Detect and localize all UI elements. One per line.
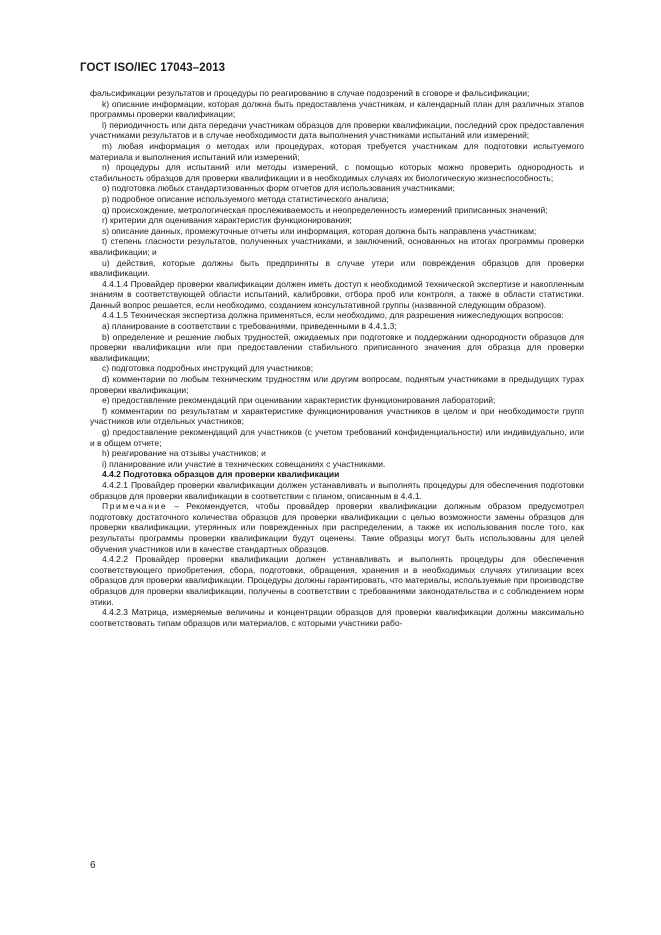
list-item-h: h) реагирование на отзывы участников; и [102,448,266,459]
list-item-i: i) планирование или участие в технических совещаниях с участниками. [102,458,386,469]
clause-4-4-2-3: 4.4.2.3 Матрица, измеряемые величины и концентрации образцов для проверки квалификации должны максимально соответствовать типам образцов или материалов, с которыми участники рабо- [90,607,584,628]
clause-4-4-1-4: 4.4.1.4 Провайдер проверки квалификации должен иметь доступ к необходимой технической экспертизе и накопленным знаниям в соответствующей области испытаний, калибровки, отбора проб или контроля, а также в области статистики. Данный вопрос решается, если необходимо, созданием консультативной группы (названной следующим образом). [90,278,584,310]
note-label: Примечание [102,501,168,512]
clause-4-4-1-5: 4.4.1.5 Техническая экспертиза должна применяться, если необходимо, для разрешения нижеследующих вопросов: [102,310,564,321]
list-item-f: f) комментарии по результатам и характеристике функционирования участников в целом и при необходимости групп участников или отдельных участников; [90,405,584,427]
paragraph: фальсификации результатов и процедуры по реагированию в случае подозрений в сговоре и фальсификации; [90,88,530,98]
list-item-m: m) любая информация о методах или процедурах, которая требуется участникам для подготовки испытуемого материала и выполнения испытаний или измерений; [90,140,584,162]
list-item-g: g) предоставление рекомендаций для участников (с учетом требований конфиденциальности) или индивидуально, или и в общем отчете; [90,427,584,448]
clause-4-4-2-1: 4.4.2.1 Провайдер проверки квалификации должен устанавливать и выполнять процедуры для обеспечения подготовки образцов для проверки квалификации в соответствии с планом, описанным в 4.4.1. [90,479,584,501]
list-item-n: n) процедуры для испытаний или методы измерений, с помощью которых можно проверить однородность и стабильность образцов для проверки квалификации и в необходимых случаях их биологическую жизнеспособность; [90,162,584,183]
list-item-t: t) степень гласности результатов, полученных участниками, и заключений, основанных на итогах программы проверки квалификации; и [90,236,584,257]
list-item-p: p) подробное описание используемого метода статистического анализа; [102,193,389,204]
list-item-k: k) описание информации, которая должна быть предоставлена участникам, и календарный план для различных этапов программы проверки квалификации; [90,98,584,120]
list-item-q: q) происхождение, метрологическая прослеживаемость и неопределенность измерений приписанных значений; [102,204,548,215]
list-item-e: e) предоставление рекомендаций при оценивании характеристик функционирования лабораторий; [102,395,496,406]
list-item-b: b) определение и решение любых трудностей, ожидаемых при подготовке и поддержании однородности образцов для проверки квалификации или при предоставлении стабильного приписанного значения для образца для проверки квалификации; [90,331,584,363]
page-number: 6 [90,860,96,871]
list-item-l: l) периодичность или дата передачи участникам образцов для проверки квалификации, последний срок предоставления участниками результатов и в случае необходимости дата выполнения участниками испытаний или измерений; [90,119,584,141]
document-body [90,88,584,628]
list-item-s: s) описание данных, промежуточные отчеты или информация, которая должна быть направлена участникам; [102,225,537,236]
list-item-d: d) комментарии по любым техническим трудностям или другим вопросам, поднятым участниками в предыдущих турах проверки квалификации; [90,374,584,395]
list-item-o: o) подготовка любых стандартизованных форм отчетов для использования участниками; [102,183,455,194]
list-item-u: u) действия, которые должны быть предприняты в случае утери или повреждения образцов для проверки квалификации. [90,257,584,279]
note-text: – Рекомендуется, чтобы провайдер проверки квалификации должным образом предусмотрел подготовку достаточного количества образцов для проверки квалификации с целью возможности замены образцов для проверки квалификации, утерянных или поврежденных при распределении, а также их использования после того, как результаты программы проверки квалификации будут оценены. Такие образцы могут быть использованы для целей обучения участников или в качестве стандартных образцов. [90,501,584,554]
note [90,501,584,554]
list-item-r: r) критерии для оценивания характеристик функционирования; [102,215,352,226]
clause-4-4-2-2: 4.4.2.2 Провайдер проверки квалификации должен устанавливать и выполнять процедуры для обеспечения соответствующего приобретения, сбора, подготовки, обращения, хранения и в необходимых случаях утилизации всех образцов для проверки квалификации. Процедуры должны гарантировать, что материалы, используемые при производстве образцов для проверки квалификации, получены в соответствии с требованиями законодательства и с соблюдением норм этики. [90,554,584,607]
document-header: ГОСТ ISO/IEC 17043–2013 [80,62,226,74]
list-item-c: c) подготовка подробных инструкций для участников; [102,363,314,374]
section-heading-4-4-2: 4.4.2 Подготовка образцов для проверки квалификации [102,469,340,480]
list-item-a: a) планирование в соответствии с требованиями, приведенными в 4.4.1.3; [102,321,397,332]
